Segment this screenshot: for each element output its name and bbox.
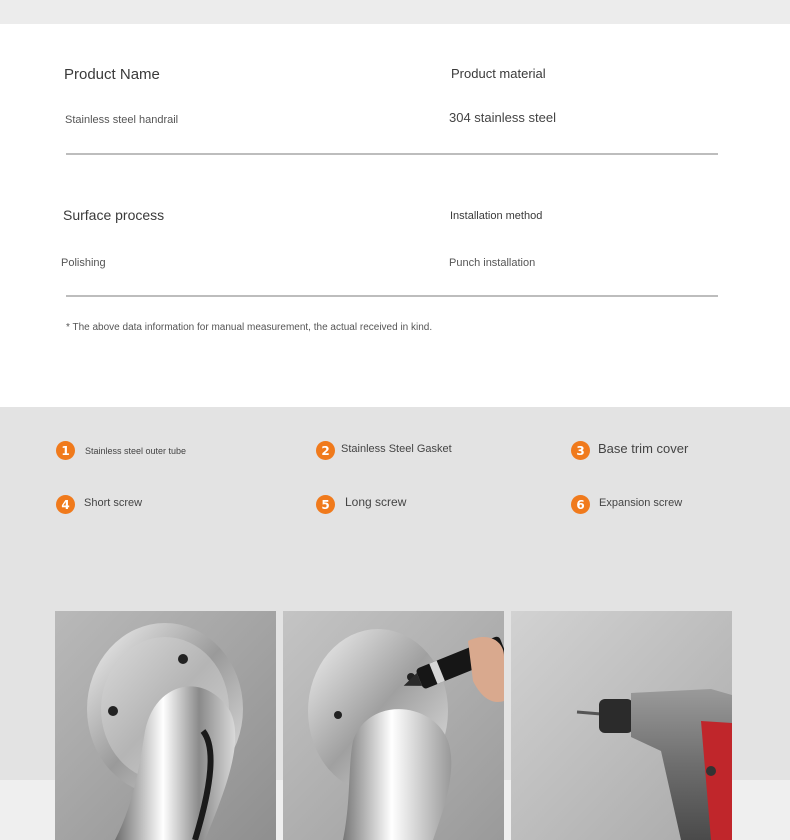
part-label: Stainless Steel Gasket [341,442,452,455]
part-label: Expansion screw [599,497,683,509]
top-band [0,0,790,24]
part-item-outer-tube [56,441,186,460]
product-material-label: Product material [451,66,546,81]
installation-method-value: Punch installation [449,257,536,269]
number-badge: 2 [316,441,335,460]
part-label: Stainless steel outer tube [85,445,187,456]
part-label: Base trim cover [598,441,689,456]
product-material-value: 304 stainless steel [449,110,556,125]
surface-process-label: Surface process [63,207,165,223]
number-badge: 4 [56,495,75,514]
photo-mounted-base [55,611,276,840]
part-label: Short screw [84,496,143,509]
part-item-trim-cover [571,441,688,460]
number-badge: 5 [316,495,335,514]
spec-divider [66,153,718,155]
part-item-short-screw [56,495,142,514]
number-badge: 6 [571,495,590,514]
spec-divider [66,295,718,297]
photo-marking-holes [283,611,504,840]
photo-drilling [511,611,732,840]
product-name-label: Product Name [64,66,160,83]
measurement-note: * The above data information for manual measurement, the actual received in kind. [66,322,433,333]
part-item-gasket [316,441,452,460]
part-item-expansion-screw [571,495,682,514]
part-item-long-screw [316,495,406,514]
surface-process-value: Polishing [61,257,106,269]
number-badge: 3 [571,441,590,460]
installation-method-label: Installation method [450,210,543,222]
number-badge: 1 [56,441,75,460]
part-label: Long screw [345,494,407,509]
product-name-value: Stainless steel handrail [65,114,179,126]
